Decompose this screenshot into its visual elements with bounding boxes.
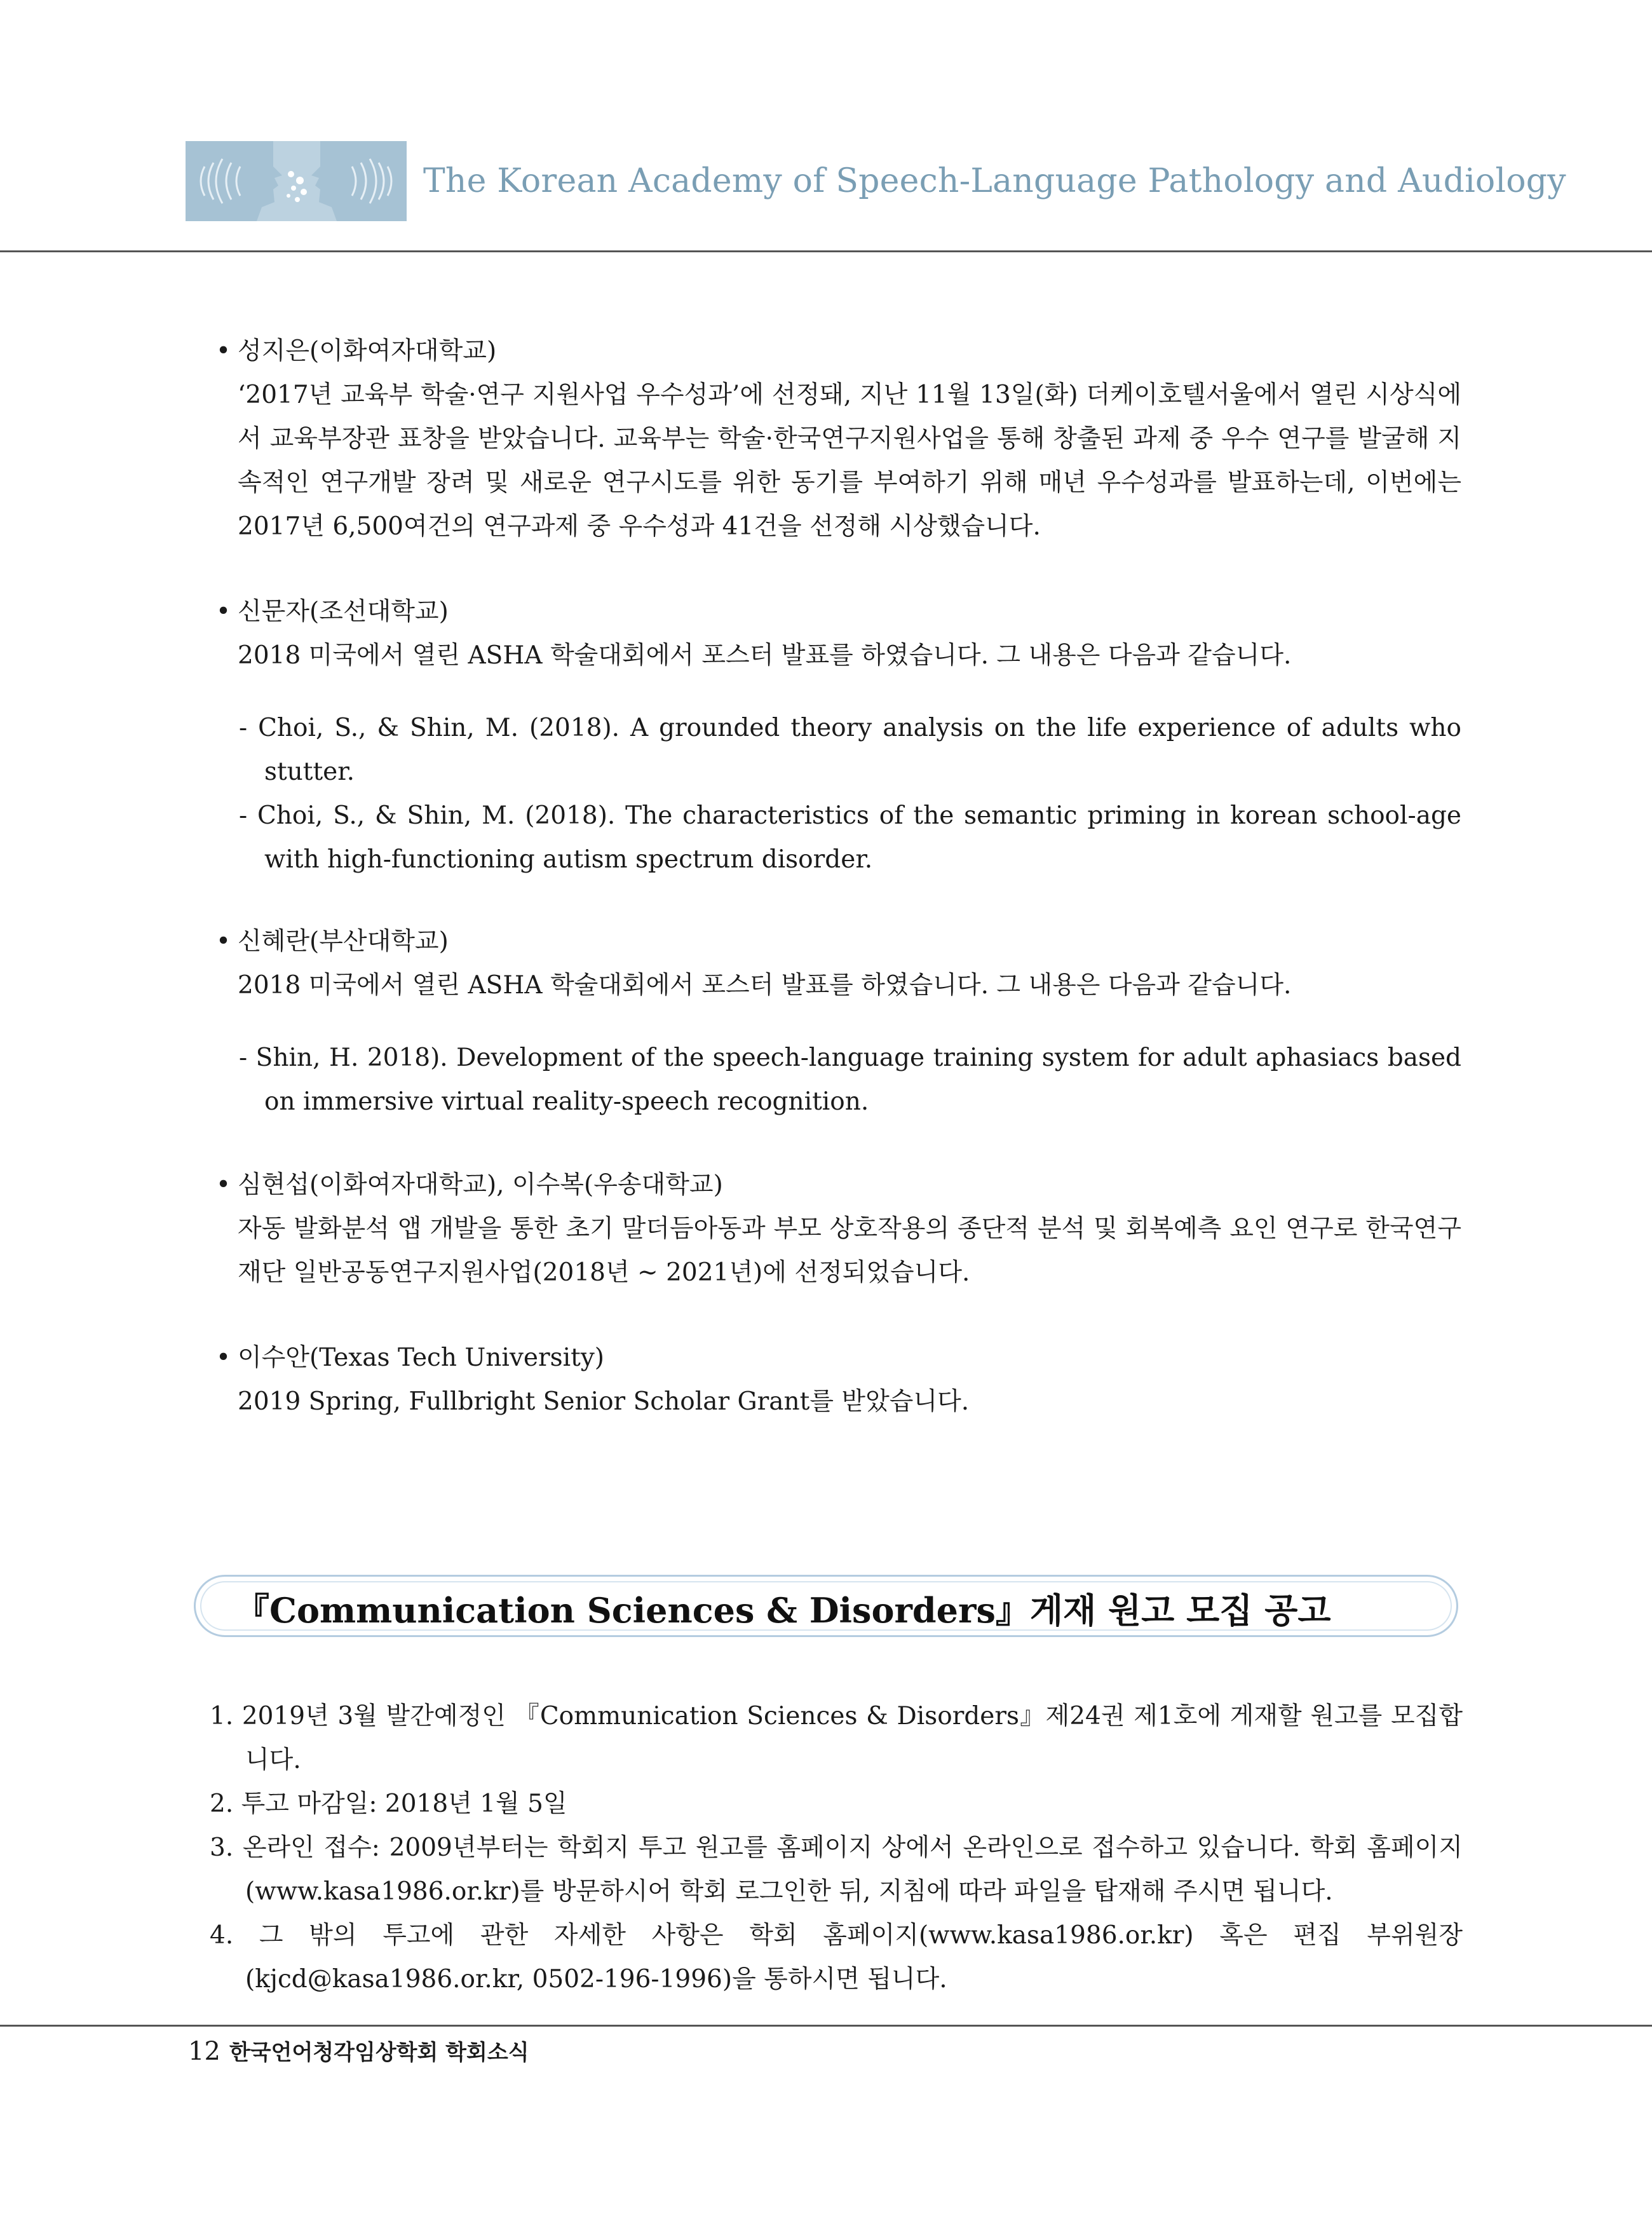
page-footer [188,2035,529,2066]
footer-label: 한국언어청각임상학회 학회소식 [229,2040,529,2065]
entry-name: • 심현섭(이화여자대학교), 이수복(우송대학교) [216,1163,1461,1207]
header-divider [0,250,1652,252]
news-entry [216,1163,1461,1295]
page-number: 12 [188,2037,220,2066]
entry-name: • 신혜란(부산대학교) [216,920,1461,963]
notice-item: 3. 온라인 접수: 2009년부터는 학회지 투고 원고를 홈페이지 상에서 온라인으로 접수하고 있습니다. 학회 홈페이지(www.kasa1986.or.kr)를 방문하시어 학회 로그인한 뒤, 지침에 따라 파일을 탑재해 주시면 됩니다. [210,1833,1463,1906]
reference-list [239,706,1461,881]
entry-body: 2018 미국에서 열린 ASHA 학술대회에서 포스터 발표를 하였습니다. 그 내용은 다음과 같습니다. [238,971,1292,1000]
reference-list [239,1036,1461,1124]
bullet-icon: • [216,1343,231,1372]
notice-title: 『Communication Sciences & Disorders』게재 원고 모집 공고 [235,1590,1331,1631]
reference-item: - Choi, S., & Shin, M. (2018). A grounded theory analysis on the life experience of adults who stutter. [239,714,1461,786]
news-entry [216,920,1461,1007]
entry-body: ‘2017년 교육부 학술·연구 지원사업 우수성과’에 선정돼, 지난 11월 13일(화) 더케이호텔서울에서 열린 시상식에서 교육부장관 표창을 받았습니다. 교육부는 학술·한국연구지원사업을 통해 창출된 과제 중 우수 연구를 발굴해 지속적인 연구개발 장려 및 새로운 연구시도를 위한 동기를 부여하기 위해 매년 우수성과를 발표하는데, 이번에는 2017년 6,500여건의 연구과제 중 우수성과 41건을 선정해 시상했습니다. [238,381,1461,541]
entry-name: • 성지은(이화여자대학교) [216,329,1461,373]
news-entry [216,590,1461,677]
journal-title: The Korean Academy of Speech-Language Pathology and Audiology [423,162,1566,200]
footer-divider [0,2025,1652,2027]
reference-item: - Choi, S., & Shin, M. (2018). The characteristics of the semantic priming in korean school-age with high-functioning autism spectrum disorder. [239,801,1461,874]
bullet-icon: • [216,597,231,626]
notice-item: 1. 2019년 3월 발간예정인 『Communication Sciences & Disorders』제24권 제1호에 게재할 원고를 모집합니다. [210,1702,1463,1774]
entry-body: 2019 Spring, Fullbright Senior Scholar Grant를 받았습니다. [238,1387,970,1416]
bullet-icon: • [216,927,231,956]
notice-list [210,1694,1463,2001]
entry-name: • 신문자(조선대학교) [216,590,1461,634]
news-entry [216,329,1461,548]
entry-body: 2018 미국에서 열린 ASHA 학술대회에서 포스터 발표를 하였습니다. 그 내용은 다음과 같습니다. [238,641,1292,670]
notice-item: 2. 투고 마감일: 2018년 1월 5일 [210,1790,567,1818]
reference-item: - Shin, H. 2018). Development of the speech-language training system for adult aphasiacs based on immersive virtual reality-speech recognition. [239,1044,1461,1116]
bullet-icon: • [216,1171,231,1199]
entry-body: 자동 발화분석 앱 개발을 통한 초기 말더듬아동과 부모 상호작용의 종단적 분석 및 회복예측 요인 연구로 한국연구재단 일반공동연구지원사업(2018년 ~ 2021년)에 선정되었습니다. [238,1214,1461,1287]
page-header [0,0,1652,252]
two-faces-speaking-logo-icon [186,141,407,221]
news-entry [216,1336,1461,1424]
bullet-icon: • [216,337,231,365]
notice-item: 4. 그 밖의 투고에 관한 자세한 사항은 학회 홈페이지(www.kasa1986.or.kr) 혹은 편집 부위원장(kjcd@kasa1986.or.kr, 0502-196-1996)을 통하시면 됩니다. [210,1921,1463,1994]
entry-name: • 이수안(Texas Tech University) [216,1336,1461,1380]
